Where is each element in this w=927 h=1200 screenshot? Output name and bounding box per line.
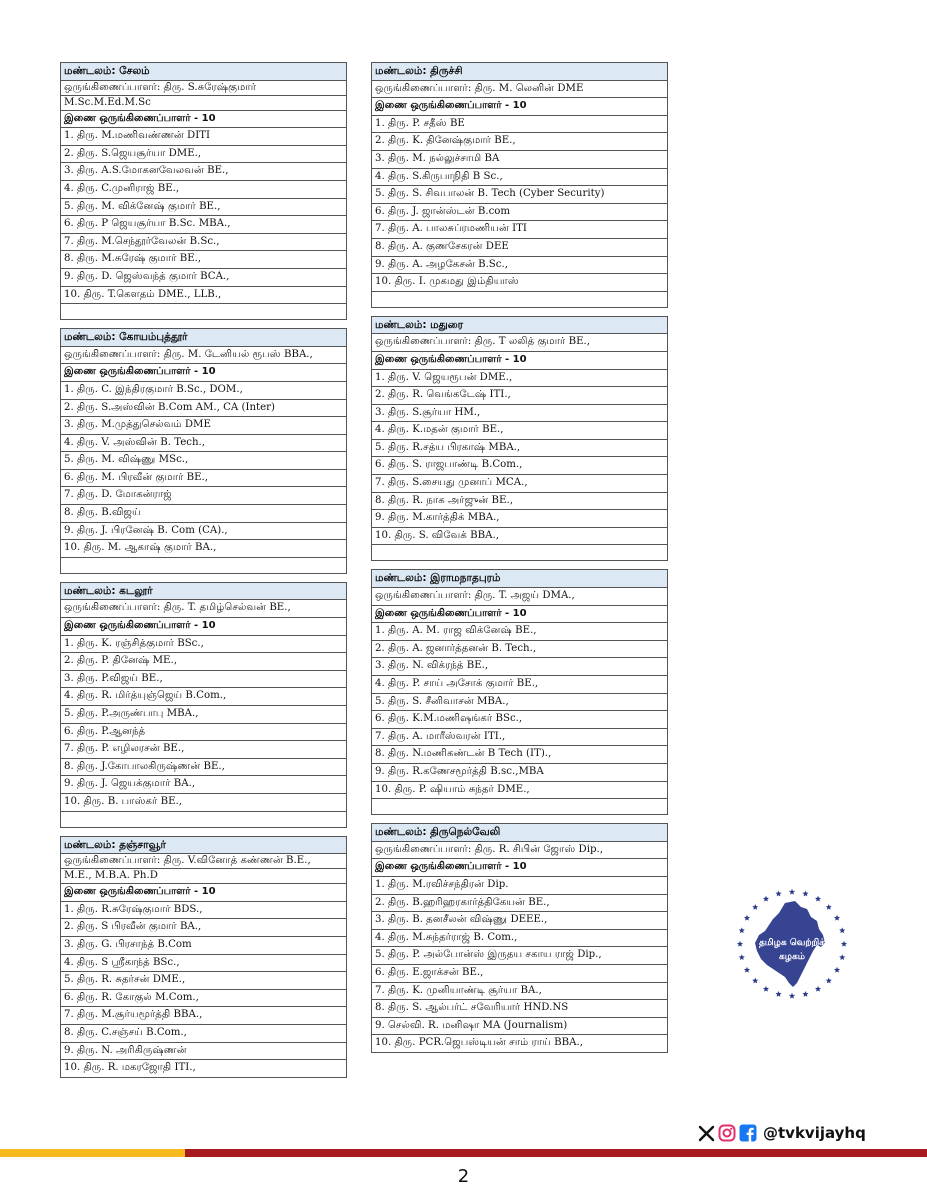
member-item: 3. திரு. M. நல்லுச்சாமி BA <box>372 150 668 168</box>
logo-star <box>739 954 745 960</box>
zone-title: மண்டலம்: இராமநாதபுரம் <box>372 570 668 588</box>
logo-star <box>776 991 782 997</box>
member-item: 2. திரு. S.ஜெயசூர்யா DME., <box>61 145 347 163</box>
logo-star <box>739 927 745 933</box>
member-item-row <box>61 145 347 163</box>
member-item: 1. திரு. M.ரவிச்சந்திரன் Dip. <box>372 876 668 894</box>
member-item-row <box>61 286 347 304</box>
member-item-row <box>61 417 347 435</box>
member-item-row <box>61 936 347 954</box>
coordinator-row <box>61 80 347 95</box>
logo-star <box>839 954 845 960</box>
coordinator-row <box>372 80 668 98</box>
instagram-icon[interactable] <box>718 1124 736 1142</box>
member-item-row <box>372 964 668 982</box>
member-item: 4. திரு. K.மதன் குமார் BE., <box>372 422 668 440</box>
logo-star <box>815 896 821 902</box>
joint-coordinators-label: இணை ஒருங்கிணைப்பாளர் - 10 <box>61 884 347 902</box>
member-item: 3. திரு. N. விக்ரந்த் BE., <box>372 658 668 676</box>
member-item-row <box>61 1042 347 1060</box>
member-item-row <box>61 1060 347 1078</box>
joint-coordinators-label-row <box>61 364 347 382</box>
member-item-row <box>61 381 347 399</box>
member-item-row <box>372 1000 668 1018</box>
joint-coordinators-label-row <box>372 351 668 369</box>
zone-title-row <box>372 316 668 334</box>
member-item: 1. திரு. M.மணிவண்ணன் DITI <box>61 128 347 146</box>
zone-title: மண்டலம்: கடலூர் <box>61 582 347 600</box>
member-item: 1. திரு. P. சதீஸ் BE <box>372 115 668 133</box>
zone-table <box>60 582 347 828</box>
zone-title: மண்டலம்: தஞ்சாவூர் <box>61 836 347 854</box>
coordinator: ஒருங்கிணைப்பாளர்: திரு. T. அஜய் DMA., <box>372 588 668 606</box>
member-item-row <box>61 670 347 688</box>
zone-title-row <box>372 570 668 588</box>
member-item-row <box>372 168 668 186</box>
logo-star <box>744 967 750 973</box>
blank-cell <box>61 557 347 573</box>
member-item: 8. திரு. J.கோபாலகிருஷ்ணன் BE., <box>61 758 347 776</box>
member-item: 7. திரு. M.சூர்யமூர்த்தி BBA., <box>61 1007 347 1025</box>
joint-coordinators-label: இணை ஒருங்கிணைப்பாளர் - 10 <box>61 618 347 636</box>
member-item-row <box>372 982 668 1000</box>
coordinator-continued-row <box>61 95 347 110</box>
zone-table <box>371 62 668 308</box>
logo-star <box>802 991 808 997</box>
zone-title-row <box>372 63 668 81</box>
blank-cell-row <box>372 291 668 307</box>
member-item-row <box>372 876 668 894</box>
member-item: 6. திரு. E.ஜாக்சன் BE., <box>372 964 668 982</box>
member-item: 3. திரு. B. தனசீலன் விஷ்ணு DEEE., <box>372 912 668 930</box>
member-item-row <box>61 653 347 671</box>
member-item: 9. திரு. D. ஜெஸ்வந்த் குமார் BCA., <box>61 268 347 286</box>
member-item-row <box>372 256 668 274</box>
logo-star <box>776 891 782 897</box>
member-item-row <box>372 439 668 457</box>
zone-table <box>371 823 668 1053</box>
member-item-row <box>61 972 347 990</box>
joint-coordinators-label: இணை ஒருங்கிணைப்பாளர் - 10 <box>372 98 668 116</box>
tvk-logo-graphic <box>733 885 851 1003</box>
member-item-row <box>61 954 347 972</box>
member-item-row <box>61 180 347 198</box>
member-item-row <box>61 198 347 216</box>
member-item-row <box>61 1024 347 1042</box>
logo-star <box>789 993 795 999</box>
member-item: 5. திரு. S. சீனிவாசன் MBA., <box>372 693 668 711</box>
member-item: 8. திரு. R. நாக அர்ஜுன் BE., <box>372 492 668 510</box>
tvk-logo <box>733 885 851 1003</box>
coordinator: ஒருங்கிணைப்பாளர்: திரு. R. சிபின் ஜோஸ் Dip., <box>372 841 668 859</box>
member-item: 6. திரு. J. ஜான்ஸ்டன் B.com <box>372 203 668 221</box>
blank-cell <box>61 811 347 827</box>
facebook-icon[interactable] <box>739 1124 757 1142</box>
logo-star <box>752 904 758 910</box>
member-item-row <box>61 635 347 653</box>
member-item: 10. திரு. B. பாஸ்கர் BE., <box>61 793 347 811</box>
member-item-row <box>372 693 668 711</box>
member-item: 2. திரு. P. தினேஷ் ME., <box>61 653 347 671</box>
member-item-row <box>61 452 347 470</box>
member-item-row <box>61 216 347 234</box>
joint-coordinators-label-row <box>61 110 347 128</box>
social-handle[interactable]: @tvkvijayhq <box>763 1124 866 1142</box>
member-item: 7. திரு. M.செந்தூர்வேலன் B.Sc., <box>61 233 347 251</box>
coordinator: ஒருங்கிணைப்பாளர்: திரு. M. டேனியல் ரூபஸ் BBA., <box>61 346 347 364</box>
member-item: 2. திரு. S பிரவீன் குமார் BA., <box>61 919 347 937</box>
zone-title-row <box>61 329 347 347</box>
coordinator-row <box>61 600 347 618</box>
coordinator-continued: M.E., M.B.A. Ph.D <box>61 869 347 884</box>
footer-stripe-red <box>185 1149 927 1157</box>
zone-table <box>60 328 347 574</box>
zone-title: மண்டலம்: திருச்சி <box>372 63 668 81</box>
member-item-row <box>61 723 347 741</box>
member-item: 5. திரு. R. சுதர்சன் DME., <box>61 972 347 990</box>
logo-star <box>737 941 743 947</box>
member-item-row <box>61 688 347 706</box>
joint-coordinators-label: இணை ஒருங்கிணைப்பாளர் - 10 <box>61 110 347 128</box>
blank-cell <box>372 799 668 815</box>
member-item: 1. திரு. C. இந்திரகுமார் B.Sc., DOM., <box>61 381 347 399</box>
member-item: 7. திரு. A. பாலசுப்ரமணியன் ITI <box>372 221 668 239</box>
member-item-row <box>61 487 347 505</box>
member-item: 2. திரு. R. வெங்கடேஷ் ITI., <box>372 387 668 405</box>
logo-star <box>841 941 847 947</box>
footer-stripe-yellow <box>0 1149 185 1157</box>
right-column <box>371 62 668 1061</box>
member-item: 3. திரு. A.S.மோகனவேலவன் BE., <box>61 163 347 181</box>
member-item-row <box>61 128 347 146</box>
member-item-row <box>372 894 668 912</box>
member-item: 1. திரு. A. M. ராஜ விக்னேஷ் BE., <box>372 623 668 641</box>
zone-title: மண்டலம்: மதுரை <box>372 316 668 334</box>
member-item: 10. திரு. S. விவேக் BBA., <box>372 527 668 545</box>
member-item: 5. திரு. M. விக்னேஷ் குமார் BE., <box>61 198 347 216</box>
coordinator-row <box>372 588 668 606</box>
member-item-row <box>372 133 668 151</box>
member-item-row <box>61 1007 347 1025</box>
member-item: 8. திரு. C.சஞ்சய் B.Com., <box>61 1024 347 1042</box>
logo-star <box>826 904 832 910</box>
member-item: 4. திரு. P. சாய் அசோக் குமார் BE., <box>372 676 668 694</box>
member-item-row <box>372 422 668 440</box>
member-item: 8. திரு. B.விஜய் <box>61 505 347 523</box>
blank-cell <box>61 304 347 320</box>
member-item: 6. திரு. R. கோகுல் M.Com., <box>61 989 347 1007</box>
member-item: 8. திரு. S. ஆல்பர்ட் சவேரியார் HND.NS <box>372 1000 668 1018</box>
member-item: 2. திரு. A. ஜனார்த்தனன் B. Tech., <box>372 640 668 658</box>
member-item: 6. திரு. M. பிரவீன் குமார் BE., <box>61 469 347 487</box>
member-item-row <box>372 929 668 947</box>
member-item: 3. திரு. S.சூர்யா HM., <box>372 404 668 422</box>
member-item: 5. திரு. M. விஷ்ணு MSc., <box>61 452 347 470</box>
page-number: 2 <box>457 1166 470 1187</box>
logo-star <box>763 896 769 902</box>
coordinator: ஒருங்கிணைப்பாளர்: திரு. M. லெனின் DME <box>372 80 668 98</box>
member-item: 8. திரு. N.மணிகண்டன் B Tech (IT)., <box>372 746 668 764</box>
member-item: 9. செல்வி. R. மனிஷா MA (Journalism) <box>372 1017 668 1035</box>
member-item-row <box>372 623 668 641</box>
member-item: 4. திரு. C.முனிராஜ் BE., <box>61 180 347 198</box>
member-item-row <box>61 540 347 558</box>
member-item-row <box>372 510 668 528</box>
zone-table <box>371 316 668 562</box>
member-item-row <box>61 989 347 1007</box>
member-item: 6. திரு. S. ராஜபாண்டி B.Com., <box>372 457 668 475</box>
logo-star <box>815 986 821 992</box>
member-item: 9. திரு. J. பிரனேஷ் B. Com (CA)., <box>61 522 347 540</box>
member-item-row <box>61 522 347 540</box>
member-item-row <box>61 399 347 417</box>
logo-star <box>789 889 795 895</box>
member-item: 7. திரு. P. எழிலரசன் BE., <box>61 741 347 759</box>
member-item-row <box>61 505 347 523</box>
zone-title-row <box>372 824 668 842</box>
member-item: 9. திரு. M.கார்த்திக் MBA., <box>372 510 668 528</box>
joint-coordinators-label: இணை ஒருங்கிணைப்பாளர் - 10 <box>372 351 668 369</box>
zone-table <box>60 836 347 1078</box>
member-item: 8. திரு. A. குணசேகரன் DEE <box>372 238 668 256</box>
member-item: 7. திரு. D. மோகன்ராஜ் <box>61 487 347 505</box>
joint-coordinators-label: இணை ஒருங்கிணைப்பாளர் - 10 <box>372 605 668 623</box>
member-item-row <box>372 1017 668 1035</box>
member-item: 9. திரு. R.கணேசமூர்த்தி B.sc.,MBA <box>372 763 668 781</box>
member-item: 6. திரு. P.ஆனந்த் <box>61 723 347 741</box>
member-item: 5. திரு. P.அருண்பாபு MBA., <box>61 706 347 724</box>
member-item-row <box>372 369 668 387</box>
member-item: 3. திரு. M.முத்துசெல்வம் DME <box>61 417 347 435</box>
member-item-row <box>61 434 347 452</box>
coordinator: ஒருங்கிணைப்பாளர்: திரு. T. தமிழ்செல்வன் BE., <box>61 600 347 618</box>
member-item: 5. திரு. S. சிவபாலன் B. Tech (Cyber Security) <box>372 186 668 204</box>
member-item: 4. திரு. V. அஸ்வின் B. Tech., <box>61 434 347 452</box>
coordinator-row <box>61 854 347 869</box>
coordinator: ஒருங்கிணைப்பாளர்: திரு. T லலித் குமார் BE., <box>372 334 668 352</box>
member-item-row <box>61 469 347 487</box>
member-item-row <box>372 274 668 292</box>
member-item: 2. திரு. K. தினேஷ்குமார் BE., <box>372 133 668 151</box>
member-item-row <box>372 781 668 799</box>
member-item-row <box>61 776 347 794</box>
joint-coordinators-label-row <box>61 618 347 636</box>
member-item: 3. திரு. P.விஜய் BE., <box>61 670 347 688</box>
member-item-row <box>61 758 347 776</box>
blank-cell-row <box>372 799 668 815</box>
member-item: 9. திரு. A. அழகேசன் B.Sc., <box>372 256 668 274</box>
blank-cell-row <box>61 304 347 320</box>
member-item: 3. திரு. G. பிரசாந்த் B.Com <box>61 936 347 954</box>
member-item-row <box>372 912 668 930</box>
member-item: 1. திரு. V. ஜெயரூபன் DME., <box>372 369 668 387</box>
joint-coordinators-label: இணை ஒருங்கிணைப்பாளர் - 10 <box>61 364 347 382</box>
logo-star <box>802 891 808 897</box>
member-item-row <box>372 527 668 545</box>
zone-title-row <box>61 836 347 854</box>
logo-star <box>839 927 845 933</box>
member-item: 7. திரு. A. மாரீஸ்வரன் ITI., <box>372 728 668 746</box>
member-item-row <box>372 238 668 256</box>
zone-title: மண்டலம்: திருநெல்வேலி <box>372 824 668 842</box>
member-item-row <box>372 457 668 475</box>
zone-title-row <box>61 63 347 81</box>
zone-title-row <box>61 582 347 600</box>
member-item-row <box>372 640 668 658</box>
member-item-row <box>61 268 347 286</box>
member-item: 10. திரு. R. மகரஜோதி ITI., <box>61 1060 347 1078</box>
joint-coordinators-label-row <box>372 98 668 116</box>
coordinator: ஒருங்கிணைப்பாளர்: திரு. S.சுரேஷ்குமார் <box>61 80 347 95</box>
left-column <box>60 62 347 1086</box>
member-item-row <box>372 387 668 405</box>
member-item: 7. திரு. K. முனியாண்டி சூர்யா BA., <box>372 982 668 1000</box>
logo-text-line1: தமிழக வெற்றிக் <box>758 938 826 948</box>
zone-table <box>371 569 668 815</box>
coordinator-continued: M.Sc.M.Ed.M.Sc <box>61 95 347 110</box>
member-item-row <box>372 475 668 493</box>
zone-title: மண்டலம்: கோயம்புத்தூர் <box>61 329 347 347</box>
logo-star <box>744 915 750 921</box>
member-item: 10. திரு. P. ஷியாம் சுந்தர் DME., <box>372 781 668 799</box>
logo-star <box>826 978 832 984</box>
coordinator-row <box>61 346 347 364</box>
member-item: 1. திரு. K. ரஞ்சித்குமார் BSc., <box>61 635 347 653</box>
member-item-row <box>61 793 347 811</box>
social-links <box>697 1122 866 1144</box>
member-item: 9. திரு. J. ஜெயக்குமார் BA., <box>61 776 347 794</box>
member-item: 5. திரு. P. அல்போன்ஸ் இருதய சகாய ராஜ் Dip., <box>372 947 668 965</box>
member-item-row <box>372 492 668 510</box>
logo-star <box>752 978 758 984</box>
member-item: 10. திரு. T.கௌதம் DME., LLB., <box>61 286 347 304</box>
x-icon[interactable] <box>697 1124 715 1142</box>
member-item: 1. திரு. R.சுரேஷ்குமார் BDS., <box>61 901 347 919</box>
member-item-row <box>61 741 347 759</box>
member-item-row <box>372 404 668 422</box>
blank-cell <box>372 291 668 307</box>
member-item-row <box>61 901 347 919</box>
member-item: 7. திரு. S.சையது முனாப் MCA., <box>372 475 668 493</box>
blank-cell-row <box>372 545 668 561</box>
logo-star <box>834 915 840 921</box>
joint-coordinators-label-row <box>61 884 347 902</box>
member-item-row <box>61 706 347 724</box>
member-item: 2. திரு. B.ஹரிஹரகார்த்திகேயன் BE., <box>372 894 668 912</box>
member-item-row <box>372 711 668 729</box>
member-item-row <box>372 947 668 965</box>
member-item: 4. திரு. S.கிருபாநிதி B Sc., <box>372 168 668 186</box>
member-item: 10. திரு. M. ஆகாஷ் குமார் BA., <box>61 540 347 558</box>
member-item-row <box>372 221 668 239</box>
coordinator-row <box>372 841 668 859</box>
member-item-row <box>372 203 668 221</box>
joint-coordinators-label-row <box>372 859 668 877</box>
zone-title: மண்டலம்: சேலம் <box>61 63 347 81</box>
blank-cell-row <box>61 557 347 573</box>
member-item: 4. திரு. M.சுந்தர்ராஜ் B. Com., <box>372 929 668 947</box>
member-item: 8. திரு. M.சுரேஷ் குமார் BE., <box>61 251 347 269</box>
joint-coordinators-label: இணை ஒருங்கிணைப்பாளர் - 10 <box>372 859 668 877</box>
member-item-row <box>61 163 347 181</box>
member-item: 10. திரு. PCR.ஜெபஸ்டியன் சாம் ராய் BBA., <box>372 1035 668 1053</box>
member-item-row <box>61 233 347 251</box>
member-item: 9. திரு. N. அரிகிருஷ்ணன் <box>61 1042 347 1060</box>
member-item-row <box>61 919 347 937</box>
blank-cell-row <box>61 811 347 827</box>
member-item-row <box>372 1035 668 1053</box>
logo-star <box>763 986 769 992</box>
member-item-row <box>61 251 347 269</box>
coordinator-continued-row <box>61 869 347 884</box>
member-item: 10. திரு. I. முகமது இம்தியாஸ் <box>372 274 668 292</box>
coordinator: ஒருங்கிணைப்பாளர்: திரு. V.வினோத் கண்ணன் B.E., <box>61 854 347 869</box>
member-item-row <box>372 676 668 694</box>
zone-table <box>60 62 347 320</box>
member-item: 5. திரு. R.சத்ய பிரகாஷ் MBA., <box>372 439 668 457</box>
member-item: 6. திரு. K.M.மணிஷங்கர் BSc., <box>372 711 668 729</box>
member-item-row <box>372 115 668 133</box>
member-item: 2. திரு. S.அஸ்வின் B.Com AM., CA (Inter) <box>61 399 347 417</box>
joint-coordinators-label-row <box>372 605 668 623</box>
member-item: 4. திரு. S ஸ்ரீகாந்த் BSc., <box>61 954 347 972</box>
member-item-row <box>372 658 668 676</box>
member-item-row <box>372 763 668 781</box>
logo-text-line2: கழகம் <box>779 952 805 962</box>
member-item-row <box>372 728 668 746</box>
member-item-row <box>372 186 668 204</box>
logo-star <box>834 967 840 973</box>
coordinator-row <box>372 334 668 352</box>
member-item: 4. திரு. R. மிர்த்யுஞ்ஜெய் B.Com., <box>61 688 347 706</box>
member-item-row <box>372 746 668 764</box>
blank-cell <box>372 545 668 561</box>
member-item: 6. திரு. P ஜெயசூர்யா B.Sc. MBA., <box>61 216 347 234</box>
member-item-row <box>372 150 668 168</box>
